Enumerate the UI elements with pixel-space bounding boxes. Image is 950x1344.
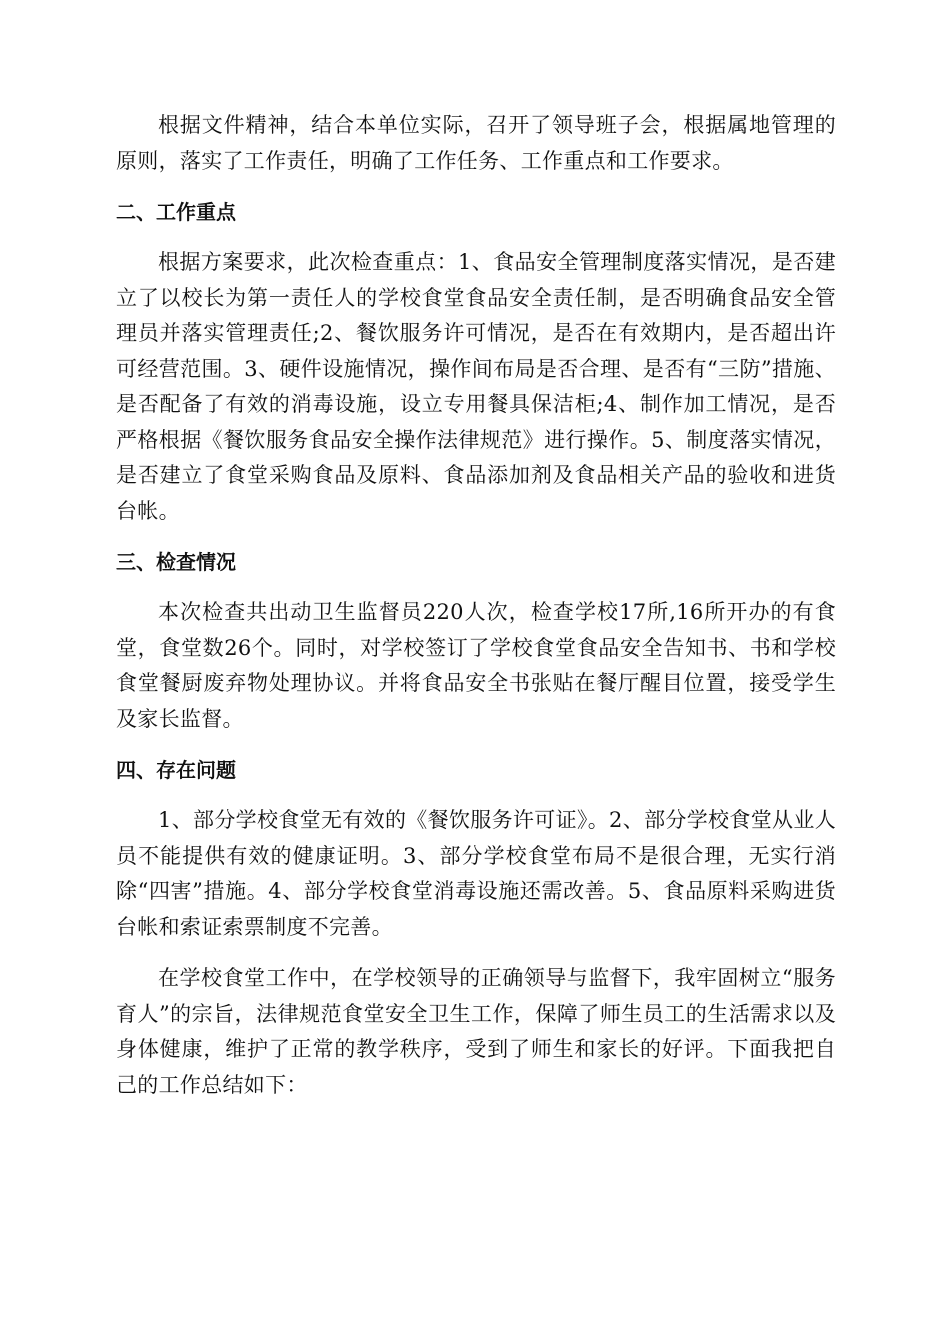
section-heading-inspection: 三、检查情况 [116,550,236,574]
intro-paragraph: 根据文件精神，结合本单位实际，召开了领导班子会，根据属地管理的原则，落实了工作责任，明确了工作任务、工作重点和工作要求。 [116,113,836,173]
spacer [116,580,836,595]
section-heading-problems: 四、存在问题 [116,758,236,782]
section-heading-work-focus: 二、工作重点 [116,200,236,224]
problems-paragraph: 1、部分学校食堂无有效的《餐饮服务许可证》。2、部分学校食堂从业人员不能提供有效的健康证明。3、部分学校食堂布局不是很合理，无实行消除“四害”措施。4、部分学校食堂消毒设施还需改善。5、食品原料采购进货台帐和索证索票制度不完善。 [116,808,836,939]
spacer [116,788,836,803]
spacer [116,529,836,545]
spacer [116,230,836,245]
spacer [116,737,836,753]
work-focus-paragraph: 根据方案要求，此次检查重点：1、食品安全管理制度落实情况，是否建立了以校长为第一责任人的学校食堂食品安全责任制，是否明确食品安全管理员并落实管理责任;2、餐饮服务许可情况，是否在有效期内，是否超出许可经营范围。3、硬件设施情况，操作间布局是否合理、是否有“三防”措施、是否配备了有效的消毒设施，设立专用餐具保洁柜;4、制作加工情况，是否严格根据《餐饮服务食品安全操作法律规范》进行操作。5、制度落实情况，是否建立了食堂采购食品及原料、食品添加剂及食品相关产品的验收和进货台帐。 [116,250,836,523]
document-page [116,108,836,1103]
spacer [116,945,836,961]
closing-paragraph: 在学校食堂工作中，在学校领导的正确领导与监督下，我牢固树立“服务育人”的宗旨，法律规范食堂安全卫生工作，保障了师生员工的生活需求以及身体健康，维护了正常的教学秩序，受到了师生和家长的好评。下面我把自己的工作总结如下： [116,966,836,1097]
spacer [116,179,836,195]
inspection-paragraph: 本次检查共出动卫生监督员220人次，检查学校17所,16所开办的有食堂，食堂数26个。同时，对学校签订了学校食堂食品安全告知书、书和学校食堂餐厨废弃物处理协议。并将食品安全书张贴在餐厅醒目位置，接受学生及家长监督。 [116,600,836,731]
